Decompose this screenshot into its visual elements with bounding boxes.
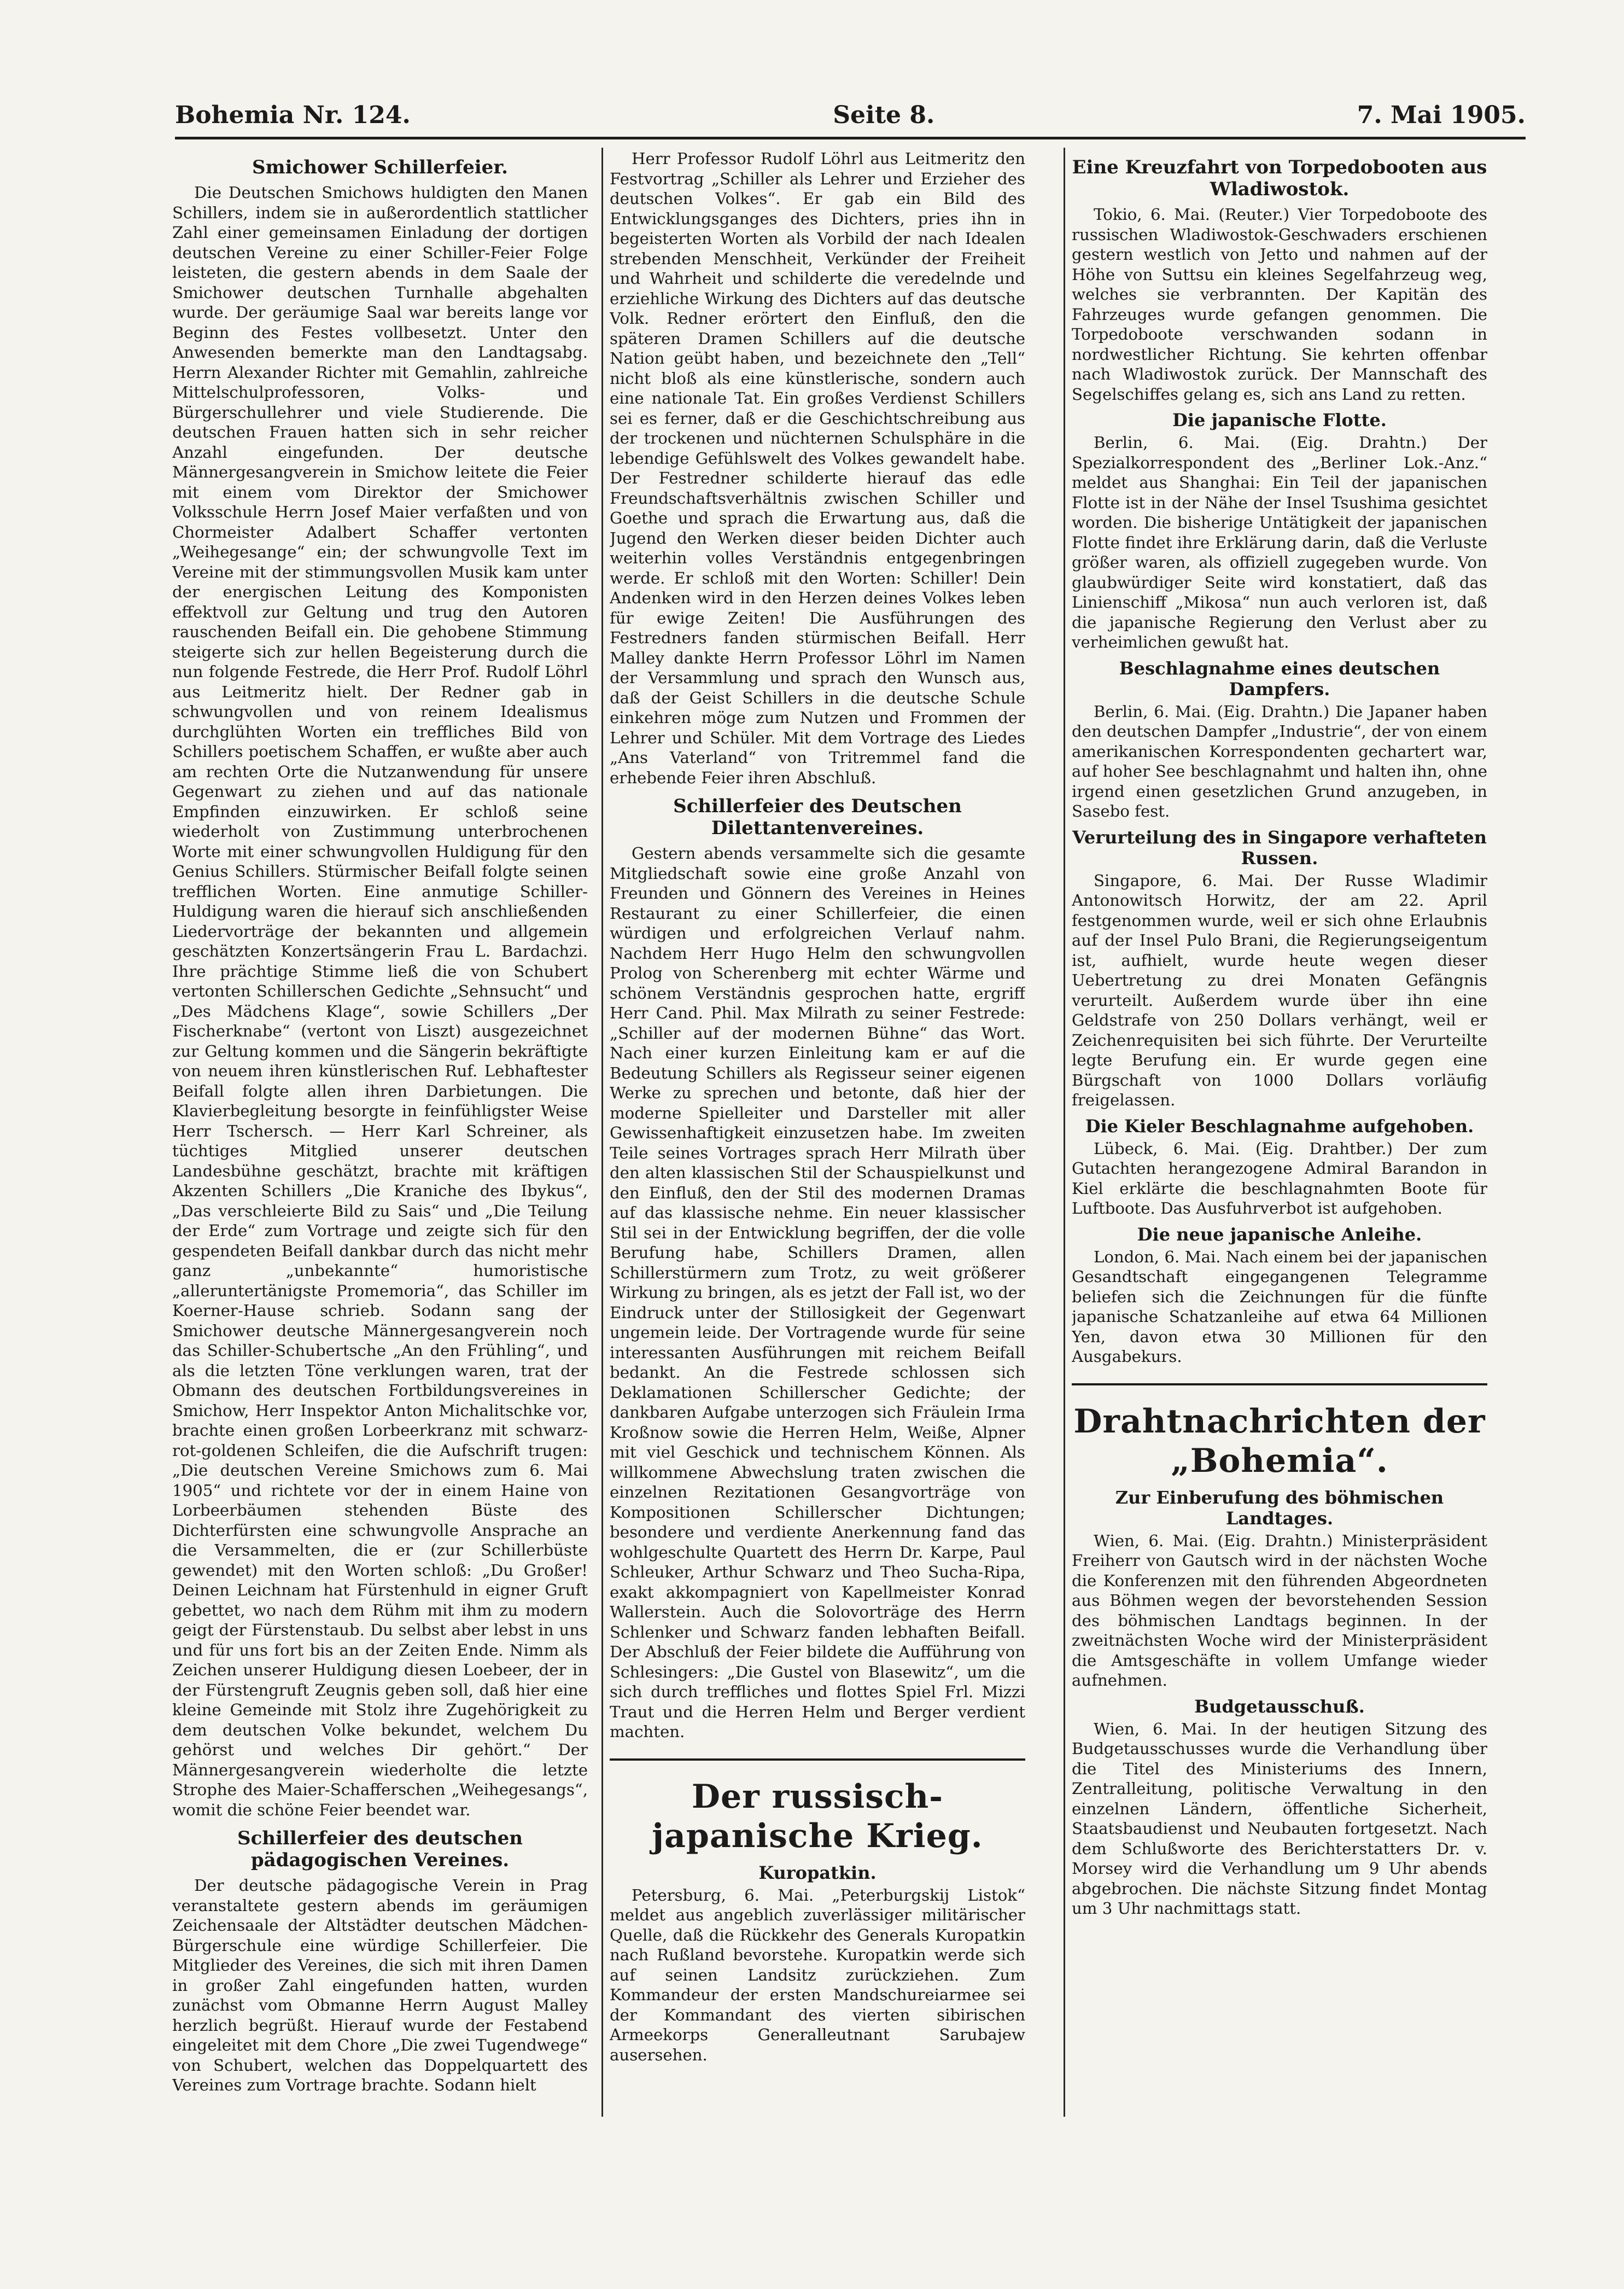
- headline-drahtnachrichten: Drahtnachrichten der „Bohemia“.: [1072, 1383, 1487, 1481]
- subheadline-kuropatkin: Kuropatkin.: [758, 1862, 877, 1883]
- column-1: [172, 149, 588, 2145]
- headline-japanische-flotte: Die japanische Flotte.: [1172, 410, 1387, 430]
- headline-paedagogischer-verein: Schillerfeier des deutschen pädagogischen Vereines.: [237, 1827, 523, 1871]
- article-singapore: Singapore, 6. Mai. Der Russe Wladimir Antonowitsch Horwitz, der am 22. April festgenommen wurde, weil er sich ohne Erlaubnis auf der Insel Pulo Brani, die Regierungseigentum ist, aufhielt, wurde heute wegen dieser Uebertretung zu drei Monaten Gefängnis verurteilt. Außerdem wurde über ihn eine Geldstrafe von 250 Dollars verhängt, weil er Zeichenrequisiten bei sich führte. Der Verurteilte legte Berufung ein. Er wurde gegen eine Bürgschaft von 1000 Dollars vorläufig freigelassen.: [1072, 871, 1487, 1109]
- headline-beschlagnahme-dampfer: Beschlagnahme eines deutschen Dampfers.: [1119, 657, 1440, 700]
- article-kieler-beschlagnahme: Lübeck, 6. Mai. (Eig. Drahtber.) Der zum Gutachten herangezogene Admiral Barandon in Kiel erklärte die beschlagnahmten Boote für Luftboote. Das Ausfuhrverbot ist aufgehoben.: [1072, 1139, 1487, 1218]
- article-japanische-anleihe: London, 6. Mai. Nach einem bei der japanischen Gesandtschaft eingegangenen Telegramme beliefen sich die Zeichnungen für die fünfte japanische Schatzanleihe auf etwa 64 Millionen Yen, davon etwa 30 Millionen für den Ausgabekurs.: [1072, 1247, 1487, 1366]
- article-paedagogischer-verein: Der deutsche pädagogische Verein in Prag veranstaltete gestern abends im geräumigen Zeichensaale der Altstädter deutschen Mädchen-Bürgerschule eine würdige Schillerfeier. Die Mitglieder des Vereines, die sich mit ihren Damen in großer Zahl eingefunden hatten, wurden zunächst vom Obmanne Herrn August Malley herzlich begrüßt. Hierauf wurde der Festabend eingeleitet mit dem Chore „Die zwei Tugendwege“ von Schubert, welchen das Doppelquartett des Vereines zum Vortrage brachte. Sodann hielt: [172, 1876, 588, 2094]
- headline-budgetausschuss: Budgetausschuß.: [1194, 1696, 1365, 1717]
- headline-smichower-schillerfeier: Smichower Schillerfeier.: [252, 156, 508, 178]
- column-2: [610, 149, 1025, 2145]
- header-date: 7. Mai 1905.: [1357, 101, 1526, 129]
- header-page-number: Seite 8.: [833, 101, 935, 129]
- headline-dilettantenverein: Schillerfeier des Deutschen Dilettantenvereines.: [673, 795, 962, 839]
- page-header: [175, 96, 1526, 134]
- article-smichower-schillerfeier: Die Deutschen Smichows huldigten den Manen Schillers, indem sie in außerordentlich stattlicher Zahl einer gemeinsamen Einladung der dortigen deutschen Vereine zu einer Schiller-Feier Folge leisteten, die gestern abends in dem Saale der Smichower deutschen Turnhalle abgehalten wurde. Der geräumige Saal war bereits lange vor Beginn des Festes vollbesetzt. Unter den Anwesenden bemerkte man den Landtagsabg. Herrn Alexander Richter mit Gemahlin, zahlreiche Mittelschulprofessoren, Volks- und Bürgerschullehrer und viele Studierende. Die deutschen Frauen hatten sich in sehr reicher Anzahl eingefunden. Der deutsche Männergesangverein in Smichow leitete die Feier mit einem vom Direktor der Smichower Volksschule Herrn Josef Maier verfaßten und von Chormeister Adalbert Schaffer vertonten „Weihegesange“ ein; der schwungvolle Text im Vereine mit der stimmungsvollen Musik kam unter der energischen Leitung des Komponisten effektvoll zur Geltung und trug den Autoren rauschenden Beifall ein. Die gehobene Stimmung steigerte sich zur hellen Begeisterung durch die nun folgende Festrede, die Herr Prof. Rudolf Löhrl aus Leitmeritz hielt. Der Redner gab in schwungvollen und von reinem Idealismus durchglühten Worten ein treffliches Bild von Schillers poetischem Schaffen, er wußte aber auch am rechten Orte die Nutzanwendung für unsere Gegenwart zu ziehen und auf das nationale Empfinden einzuwirken. Er schloß seine wiederholt von Zustimmung unterbrochenen Worte mit einer schwungvollen Huldigung für den Genius Schillers. Stürmischer Beifall folgte seinen trefflichen Worten. Eine anmutige Schiller-Huldigung waren die hierauf sich anschließenden Liedervorträge der bekannten und allgemein geschätzten Konzertsängerin Frau L. Bardachzi. Ihre prächtige Stimme ließ die von Schubert vertonten Schillerschen Gedichte „Sehnsucht“ und „Des Mädchens Klage“, sowie Schillers „Der Fischerknabe“ (vertont von Liszt) ausgezeichnet zur Geltung kommen und die Sängerin bekräftigte von neuem ihren künstlerischen Ruf. Lebhaftester Beifall folgte allen ihren Darbietungen. Die Klavierbegleitung besorgte in feinfühligster Weise Herr Tschersch. — Herr Karl Schreiner, als tüchtiges Mitglied unserer deutschen Landesbühne geschätzt, brachte mit kräftigen Akzenten Schillers „Die Kraniche des Ibykus“, „Das verschleierte Bild zu Sais“ und „Die Teilung der Erde“ zum Vortrage und zeigte sich für den gespendeten Beifall dankbar durch das nicht mehr ganz „unbekannte“ humoristische „alleruntertänigste Promemoria“, das Schiller im Koerner-Hause schrieb. Sodann sang der Smichower deutsche Männergesangverein noch das Schiller-Schubertsche „An den Frühling“, und als die letzten Töne verklungen waren, trat der Obmann des deutschen Fortbildungsvereines in Smichow, Herr Inspektor Anton Michalitschke vor, brachte einen großen Lorbeerkranz mit schwarz-rot-goldenen Schleifen, die die Aufschrift trugen: „Die deutschen Vereine Smichows zum 6. Mai 1905“ und richtete vor der in einem Haine von Lorbeerbäumen stehenden Büste des Dichterfürsten eine schwungvolle Ansprache an die Versammelten, die er (zur Schillerbüste gewendet) mit den Worten schloß: „Du Großer! Deinen Leichnam hat Fürstenhuld in eigner Gruft gebettet, wo nach dem Rühm mit ihm zu modern geigt der Fürstenstaub. Du selbst aber lebst in uns und für uns fort bis an der Zeiten Ende. Nimm als Zeichen unserer Huldigung diesen Loebeer, der in der Fürstengruft Zeugnis geben soll, daß hier eine kleine Gemeinde mit Stolz ihre Zugehörigkeit zu dem deutschen Volke bekundet, welchem Du gehörst und welches Dir gehört.“ Der Männergesangverein wiederholte die letzte Strophe des Maier-Schafferschen „Weihegesangs“, womit die schöne Feier beendet war.: [172, 183, 588, 1819]
- header-issue: Bohemia Nr. 124.: [175, 101, 411, 129]
- article-dilettantenverein: Gestern abends versammelte sich die gesamte Mitgliedschaft sowie eine große Anzahl von Freunden und Gönnern des Vereines in Heines Restaurant zu einer Schillerfeier, die einen würdigen und erfolgreichen Verlauf nahm. Nachdem Herr Hugo Helm den schwungvollen Prolog von Scherenberg mit echter Wärme und schönem Verständnis gesprochen hatte, ergriff Herr Cand. Phil. Max Milrath zu seiner Festrede: „Schiller auf der modernen Bühne“ das Wort. Nach einer kurzen Einleitung kam er auf die Bedeutung Schillers als Regisseur seiner eigenen Werke zu sprechen und betonte, daß hier der moderne Spielleiter und Darsteller mit aller Gewissenhaftigkeit einzusetzen habe. Im zweiten Teile seines Vortrages sprach Herr Milrath über den alten klassischen Stil der Schauspielkunst und den Einfluß, den der Stil des modernen Dramas auf das klassische nehme. Ein neuer klassischer Stil sei in der Entwicklung begriffen, der die volle Berufung habe, Schillers Dramen, allen Schillerstürmern zum Trotz, zu weit größerer Wirkung zu bringen, als es jetzt der Fall ist, wo der Eindruck unter der Stillosigkeit der Gegenwart ungemein leide. Der Vortragende wurde für seine interessanten Ausführungen mit reichem Beifall bedankt. An die Festrede schlossen sich Deklamationen Schillerscher Gedichte; der dankbaren Aufgabe unterzogen sich Fräulein Irma Kroßnow sowie die Herren Helm, Weiße, Alpner mit viel Geschick und technischem Können. Als willkommene Abwechslung traten zwischen die einzelnen Rezitationen Gesangvorträge von Kompositionen Schillerscher Dichtungen; besondere und verdiente Anerkennung fand das wohlgeschulte Quartett des Herrn Dr. Karpe, Paul Schleuker, Arthur Schwarz und Theo Sucha-Ripa, exakt akkompagniert von Kapellmeister Konrad Wallerstein. Auch die Solovorträge des Herrn Schlenker und Schwarz fanden lebhaften Beifall. Der Abschluß der Feier bildete die Aufführung von Schlesingers: „Die Gustel von Blasewitz“, um die sich durch treffliches und flottes Spiel Frl. Mizzi Traut und die Herren Helm und Berger verdient machten.: [610, 844, 1025, 1741]
- column-divider-1: [601, 148, 603, 2117]
- article-budgetausschuss: Wien, 6. Mai. In der heutigen Sitzung des Budgetausschusses wurde die Verhandlung über die Titel des Ministeriums des Innern, Zentralleitung, politische Verwaltung in den einzelnen Ländern, öffentliche Sicherheit, Staatsbaudienst und Neubauten fortgesetzt. Nach dem Schlußworte des Berichterstatters Dr. v. Morsey wird die Verhandlung um 9 Uhr abends abgebrochen. Die nächste Sitzung findet Montag um 3 Uhr nachmittags statt.: [1072, 1719, 1487, 1918]
- article-torpedoboote: Tokio, 6. Mai. (Reuter.) Vier Torpedoboote des russischen Wladiwostok-Geschwaders erschienen gestern westlich von Jetto und nahmen auf der Höhe von Suttsu ein kleines Segelfahrzeug weg, welches sie verbrannten. Der Kapitän des Fahrzeuges wurde gefangen genommen. Die Torpedoboote verschwanden sodann in nordwestlicher Richtung. Sie kehrten offenbar nach Wladiwostok zurück. Der Mannschaft des Segelschiffes gelang es, sich ans Land zu retten.: [1072, 205, 1487, 404]
- headline-japanische-anleihe: Die neue japanische Anleihe.: [1137, 1224, 1422, 1245]
- article-japanische-flotte: Berlin, 6. Mai. (Eig. Drahtn.) Der Spezialkorrespondent des „Berliner Lok.-Anz.“ meldet aus Shanghai: Ein Teil der japanischen Flotte ist in der Nähe der Insel Tsushima gesichtet worden. Die bisherige Untätigkeit der japanischen Flotte findet ihre Erklärung darin, daß die Verluste größer waren, als offiziell zugegeben wurde. Von glaubwürdiger Seite wird konstatiert, daß das Linienschiff „Mikosa“ nun auch verloren ist, daß die japanische Regierung den Verlust aber zu verheimlichen gewußt hat.: [1072, 433, 1487, 651]
- column-3: [1072, 149, 1487, 2145]
- article-kuropatkin: Petersburg, 6. Mai. „Peterburgskij Listok“ meldet aus angeblich zuverlässiger militärischer Quelle, daß die Rückkehr des Generals Kuropatkin nach Rußland bevorstehe. Kuropatkin werde sich auf seinen Landsitz zurückziehen. Zum Kommandeur der ersten Mandschureiarmee sei der Kommandant des vierten sibirischen Armeekorps Generalleutnant Sarubajew ausersehen.: [610, 1885, 1025, 2064]
- article-landtag: Wien, 6. Mai. (Eig. Drahtn.) Ministerpräsident Freiherr von Gautsch wird in der nächsten Woche die Konferenzen mit den führenden Abgeordneten aus Böhmen wegen der bevorstehenden Session des böhmischen Landtags beginnen. In der zweitnächsten Woche wird der Ministerpräsident die Amtsgeschäfte in vollem Umfange wieder aufnehmen.: [1072, 1531, 1487, 1690]
- headline-landtag: Zur Einberufung des böhmischen Landtages.: [1115, 1487, 1444, 1529]
- column-divider-2: [1064, 148, 1065, 2117]
- article-paedagogischer-verein-continued: Herr Professor Rudolf Löhrl aus Leitmeritz den Festvortrag „Schiller als Lehrer und Erzieher des deutschen Volkes“. Er gab ein Bild des Entwicklungsganges des Dichters, pries ihn in begeisterten Worten als Vorbild der nach Idealen strebenden Menschheit, Verkünder der Freiheit und Wahrheit und schilderte die veredelnde und erziehliche Wirkung des Dichters auf das deutsche Volk. Redner erörtert den Einfluß, den die späteren Dramen Schillers auf die deutsche Nation geübt haben, und bezeichnete den „Tell“ nicht bloß als eine künstlerische, sondern auch eine nationale Tat. Ein großes Verdienst Schillers sei es ferner, daß er die Geschichtschreibung aus der trockenen und nüchternen Schulsphäre in die lebendige Gefühlswelt des Volkes gewandelt habe. Der Festredner schilderte hierauf das edle Freundschaftsverhältnis zwischen Schiller und Goethe und sprach die Erwartung aus, daß die Jugend den Werken dieser beiden Dichter auch weiterhin volles Verständnis entgegenbringen werde. Er schloß mit den Worten: Schiller! Dein Andenken wird in den Herzen deines Volkes leben für ewige Zeiten! Die Ausführungen des Festredners fanden stürmischen Beifall. Herr Malley dankte Herrn Professor Löhrl im Namen der Versammlung und sprach den Wunsch aus, daß der Geist Schillers in die deutsche Schule einkehren möge zum Nutzen und Frommen der Lehrer und Schüler. Mit dem Vortrage des Liedes „Ans Vaterland“ von Tritremmel fand die erhebende Feier ihren Abschluß.: [610, 149, 1025, 787]
- header-rule: [175, 137, 1526, 139]
- headline-singapore: Verurteilung des in Singapore verhafteten Russen.: [1072, 826, 1487, 869]
- headline-russisch-japanischer-krieg: Der russisch-japanische Krieg.: [610, 1758, 1025, 1856]
- article-beschlagnahme-dampfer: Berlin, 6. Mai. (Eig. Drahtn.) Die Japaner haben den deutschen Dampfer „Industrie“, der von einem amerikanischen Korrespondenten gechartert war, auf hoher See beschlagnahmt und halten ihn, ohne irgend einen gesetzlichen Grund anzugeben, in Sasebo fest.: [1072, 702, 1487, 820]
- headline-kieler-beschlagnahme: Die Kieler Beschlagnahme aufgehoben.: [1085, 1115, 1474, 1137]
- headline-torpedoboote: Eine Kreuzfahrt von Torpedobooten aus Wladiwostok.: [1072, 156, 1487, 200]
